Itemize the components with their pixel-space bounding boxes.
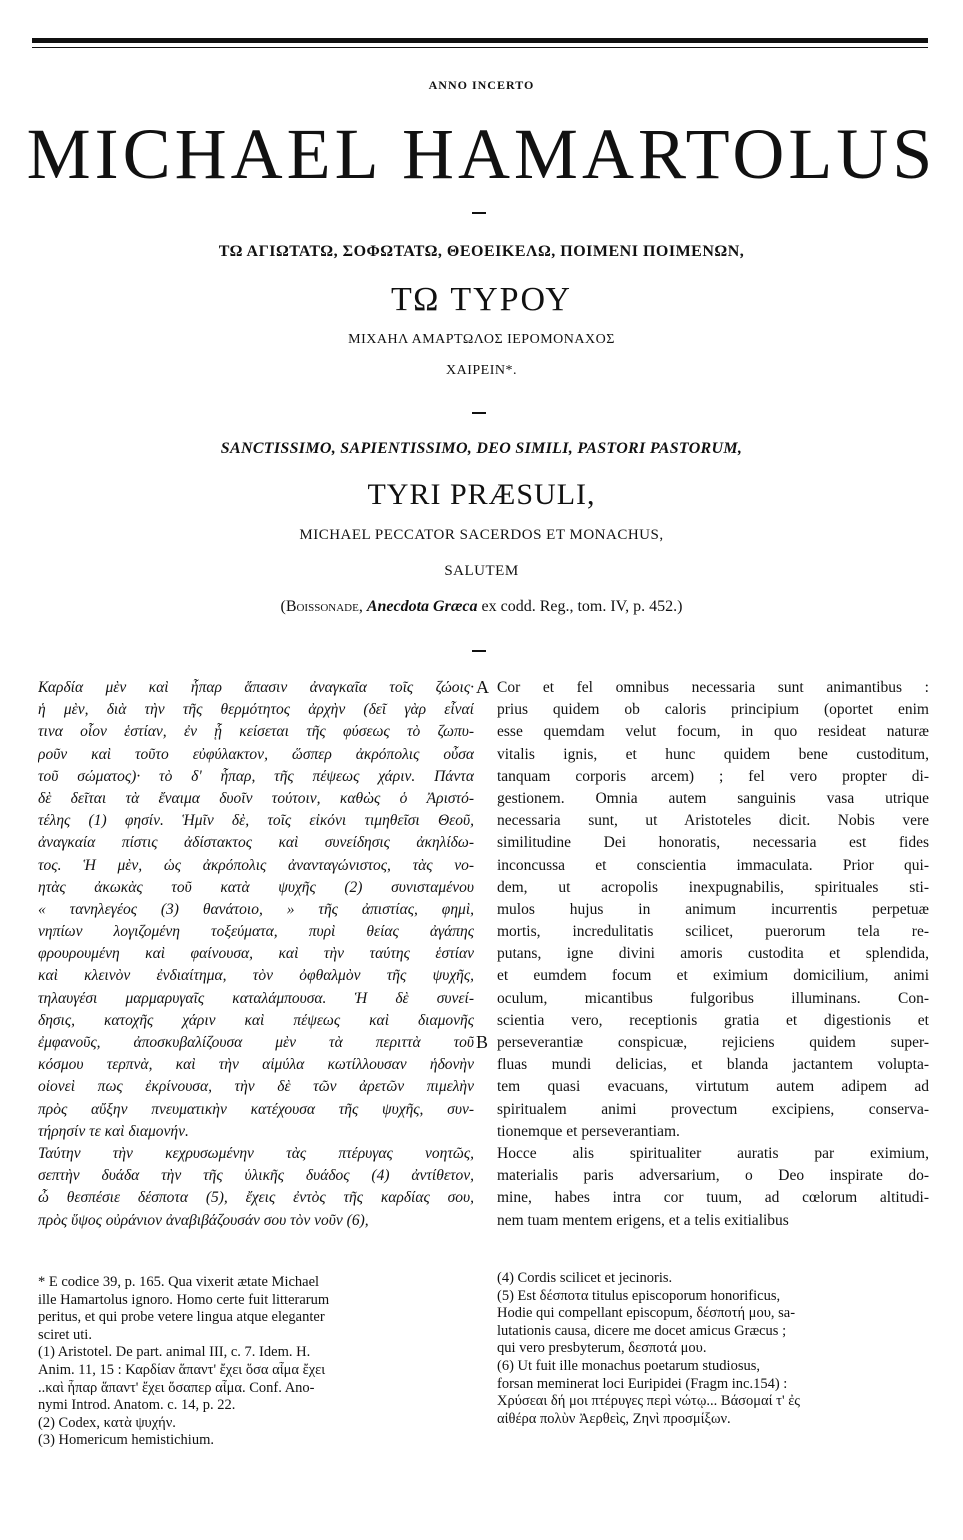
latin-text-line: vitalis ignis, et hunc quidem bene custoditum, <box>497 745 929 763</box>
latin-text-line: putans, igne divini amoris custodita et splendida, <box>497 945 929 963</box>
top-rule-thin <box>32 47 928 48</box>
greek-text-line: νηπίων λογιζομένη τοξεύματα, πυρὶ θείας ἀγάπης <box>38 923 474 941</box>
footnote-line: forsan meminerat loci Euripidei (Fragm inc.154) : <box>497 1375 788 1392</box>
greek-text-line: ὦ θεσπέσιε δέσποτα (5), ἔχεις ἐντὸς τῆς καρδίας σου, <box>38 1189 474 1207</box>
footnote-line: nymi Introd. Anatom. c. 14, p. 22. <box>38 1397 236 1414</box>
footnote-line: lutationis causa, dicere me docet amicus Græcus ; <box>497 1322 787 1339</box>
latin-text-line: similitudine Dei honoratis, necessaria est fides <box>497 834 929 852</box>
greek-text-line: κόσμου τερπνὰ, καὶ τὴν αἱμύλα κωτίλλουσαν ἡδονὴν <box>38 1056 474 1074</box>
latin-text-line: dem, ut acropolis inexpugnabilis, spirituales sti- <box>497 878 929 896</box>
footnote-line: peritus, et qui probe vetere lingua atque eleganter <box>38 1309 325 1326</box>
latin-address-line-2: TYRI PRÆSULI, <box>367 478 596 511</box>
greek-text-line: τος. Ἡ μὲν, ὡς ἀκρόπολις ἀνανταγώνιστος, τὰς νο- <box>38 856 474 874</box>
footnote-line: (1) Aristotel. De part. animal III, c. 7. Idem. H. <box>38 1344 311 1361</box>
greek-text-line: σεπτὴν δυάδα τὴν τῆς ὑλικῆς δυάδος (4) ἀντίθετον, <box>38 1167 474 1185</box>
greek-text-line: τινα οἷον ἑστίαν, ἐν ᾗ κείσεται τῆς φύσεως τὸ ζωπυ- <box>38 723 474 741</box>
greek-text-line: τοῦ σώματος)· τὸ δ' ἧπαρ, τῆς πέψεως χάριν. Πάντα <box>38 767 474 785</box>
greek-text-line: τέλης (1) φησίν. Ἡμῖν δὲ, τοῖς εἰκόνι τιμηθεῖσι Θεοῦ, <box>38 812 474 830</box>
footnote-line: (5) Est δέσποτα titulus episcoporum honorificus, <box>497 1287 781 1304</box>
greek-text-line: Ταύτην τὴν κεχρυσωμένην τὰς πτέρυγας νοητῶς, <box>38 1144 474 1162</box>
footnotes-left <box>38 1274 474 1450</box>
greek-address-line-4: ΧΑΙΡΕΙΝ*. <box>446 363 517 378</box>
latin-text-line: materialis paris adversarium, o Deo inspirate do- <box>497 1167 929 1185</box>
greek-text-line: Καρδία μὲν καὶ ἧπαρ ἅπασιν ἀναγκαῖα τοῖς ζώοις· <box>38 679 474 696</box>
footnote-line: ille Hamartolus ignoro. Homo certe fuit litterarum <box>38 1291 330 1308</box>
latin-text-line: fluas mundi delicias, et blanda jactantem volupta- <box>497 1056 929 1074</box>
footnote-line: (2) Codex, κατὰ ψυχήν. <box>38 1414 176 1431</box>
latin-text-line: necessaria sunt, ut Aristoteles dicit. Nobis vere <box>497 812 929 830</box>
separator-dash <box>472 412 486 414</box>
latin-text-line: nem tuam mentem erigens, et a telis exitialibus <box>497 1211 789 1229</box>
footnotes-right <box>497 1270 929 1428</box>
latin-address-line-3: MICHAEL PECCATOR SACERDOS ET MONACHUS, <box>299 527 664 543</box>
source-citation: (Boissonade, Anecdota Græca ex codd. Reg., tom. IV, p. 452.) <box>280 598 683 615</box>
footnote-line: sciret uti. <box>38 1326 92 1343</box>
latin-address-line-4: SALUTEM <box>444 563 519 579</box>
greek-text-line: « τανηλεγέος (3) θανάτοιο, » τῆς ἀπιστίας, φημὶ, <box>38 900 474 918</box>
greek-text-line: ἡ μὲν, διὰ τὴν τῆς θερμότητος ἀρχὴν (δεῖ γὰρ εἶναί <box>38 701 474 719</box>
latin-text-line: et eumdem focum et eximium domicilium, animi <box>497 967 929 985</box>
greek-address-line-3: ΜΙΧΑΗΛ ΑΜΑΡΤΩΛΟΣ ΙΕΡΟΜΟΝΑΧΟΣ <box>348 332 615 347</box>
latin-text-line: mine, habes intra cor tuum, ad cœlorum altitudi- <box>497 1189 929 1207</box>
latin-text-line: inconcussa et conscientia immaculata. Prior qui- <box>497 856 929 874</box>
latin-text-line: oculum, micantibus fulgoribus illuminans. Con- <box>497 989 929 1007</box>
greek-text-line: δησις, κατοχῆς χάριν καὶ πέψεως καὶ διαμονῆς <box>38 1011 474 1029</box>
separator-dash <box>472 650 486 652</box>
footnote-line: (6) Ut fuit ille monachus poetarum studiosus, <box>497 1357 760 1374</box>
greek-text-column <box>38 677 474 1232</box>
footnote-line: ..καὶ ἧπαρ ἅπαντ' ἔχει ὅσαπερ αἷμα. Conf. Ano- <box>38 1379 315 1396</box>
separator-dash <box>472 212 486 214</box>
latin-text-line: Cor et fel omnibus necessaria sunt animantibus : <box>497 679 929 696</box>
greek-text-line: πρὸς αὔξην πνευματικὴν κατέχουσα τῆς ψυχῆς, συν- <box>38 1100 474 1118</box>
greek-text-line: δὲ δεῖται τὰ ἔναιμα δυοῖν τούτοιν, καθὼς ὁ Ἀριστό- <box>38 789 474 807</box>
latin-text-line: gestionem. Omnia autem sanguinis vasa utrique <box>497 789 929 807</box>
latin-text-line: tionemque et perseverantiam. <box>497 1122 680 1140</box>
latin-address-line-1: SANCTISSIMO, SAPIENTISSIMO, DEO SIMILI, PASTORI PASTORUM, <box>220 440 743 457</box>
greek-text-line: ητὰς ἀκωκὰς τοῦ κατὰ ψυχῆς (2) συνισταμένου <box>38 878 474 896</box>
source-work: Anecdota Græca <box>366 598 478 615</box>
greek-text-line: ἀναγκαία πίστις ἀδίστακτος καὶ συνείδησις ἀκηλίδω- <box>38 834 474 852</box>
greek-text-line: φρουρουμένη καὶ φαίνουσα, καὶ τὴν ταύτης ἑστίαν <box>38 945 474 963</box>
greek-text-line: τηλαυγέσι μαρμαρυγαῖς καταλάμπουσα. Ἡ δὲ συνεί- <box>38 989 474 1007</box>
latin-text-column <box>497 677 929 1232</box>
latin-text-line: spiritualem animi provectum excipiens, conserva- <box>497 1100 929 1118</box>
latin-text-line: tanquam corporis arcem) ; fel vero propter di- <box>497 767 929 785</box>
latin-text-line: perseverantiæ conspicuæ, rejiciens quidem super- <box>497 1034 929 1051</box>
author-title: MICHAEL HAMARTOLUS <box>26 114 937 194</box>
greek-address-line-1: ΤΩ ΑΓΙΩΤΑΤΩ, ΣΟΦΩΤΑΤΩ, ΘΕΟΕΙΚΕΛΩ, ΠΟΙΜΕΝΙ ΠΟΙΜΕΝΩΝ, <box>218 243 745 260</box>
greek-text-line: οἱονεὶ πως ἐκρίνουσα, τὴν δὲ τῶν ἀρετῶν πιμελὴν <box>38 1078 474 1096</box>
greek-text-line: τήρησίν τε καὶ διαμονήν. <box>38 1122 189 1140</box>
greek-text-line: ἐμφανοῦς, ἀποσκυβαλίζουσα μὲν τὰ περιττὰ τοῦ <box>38 1034 474 1051</box>
margin-marker-b: B <box>476 1032 489 1052</box>
greek-text-line: πρὸς ὕψος οὐράνιον ἀναβιβάζουσάν σου τὸν νοῦν (6), <box>38 1211 369 1229</box>
footnote-line: Hodie qui compellant episcopum, δέσποτή μου, sa- <box>497 1305 796 1322</box>
footnote-line: (3) Homericum hemistichium. <box>38 1432 214 1449</box>
latin-text-line: tem quasi evacuans, virtutum autem adipem ad <box>497 1078 929 1096</box>
latin-text-line: Hocce alis spiritualiter auratis par eximium, <box>497 1144 929 1162</box>
top-rule-thick <box>32 38 928 43</box>
date-caption: ANNO INCERTO <box>428 78 535 92</box>
footnote-line: Anim. 11, 15 : Καρδίαν ἅπαντ' ἔχει ὅσα αἷμα ἔχει <box>38 1361 326 1378</box>
latin-text-line: esse quemdam velut focum, in quo resideat naturæ <box>497 723 929 741</box>
greek-address-line-2: ΤΩ ΤΥΡΟΥ <box>391 281 572 318</box>
margin-marker-a: A <box>476 677 489 697</box>
footnote-line: qui vero presbyterum, δεσποτά μου. <box>497 1340 707 1357</box>
greek-text-line: ροῦν καὶ τοῦτο εὐφύλακτον, ὥσπερ ἀκρόπολις οὖσα <box>38 745 474 763</box>
footnote-line: αἰθέρα πολὺν Ἀερθεὶς, Ζηνὶ προσμίξων. <box>497 1410 731 1427</box>
footnote-line: (4) Cordis scilicet et jecinoris. <box>497 1270 673 1286</box>
latin-text-line: mulos hujus in animum incurrentis perpetuæ <box>497 900 929 918</box>
footnote-line: Χρύσεαι δή μοι πτέρυγες περὶ νώτῳ... Βάσομαί τ' ἐς <box>497 1393 801 1410</box>
footnote-line: * E codice 39, p. 165. Qua vixerit ætate Michael <box>38 1274 320 1290</box>
latin-text-line: prius quidem ob caloris principium (oportet enim <box>497 701 929 719</box>
latin-text-line: mortis, incredulitatis scilicet, puerorum tela re- <box>497 923 929 941</box>
source-author: Boissonade, <box>285 598 363 615</box>
latin-text-line: scientia vero, receptionis gratia et digestionis et <box>497 1011 929 1029</box>
greek-text-line: καὶ κλεινὸν ἐνδιαίτημα, τὸν ὀφθαλμὸν τῆς ψυχῆς, <box>38 967 474 985</box>
